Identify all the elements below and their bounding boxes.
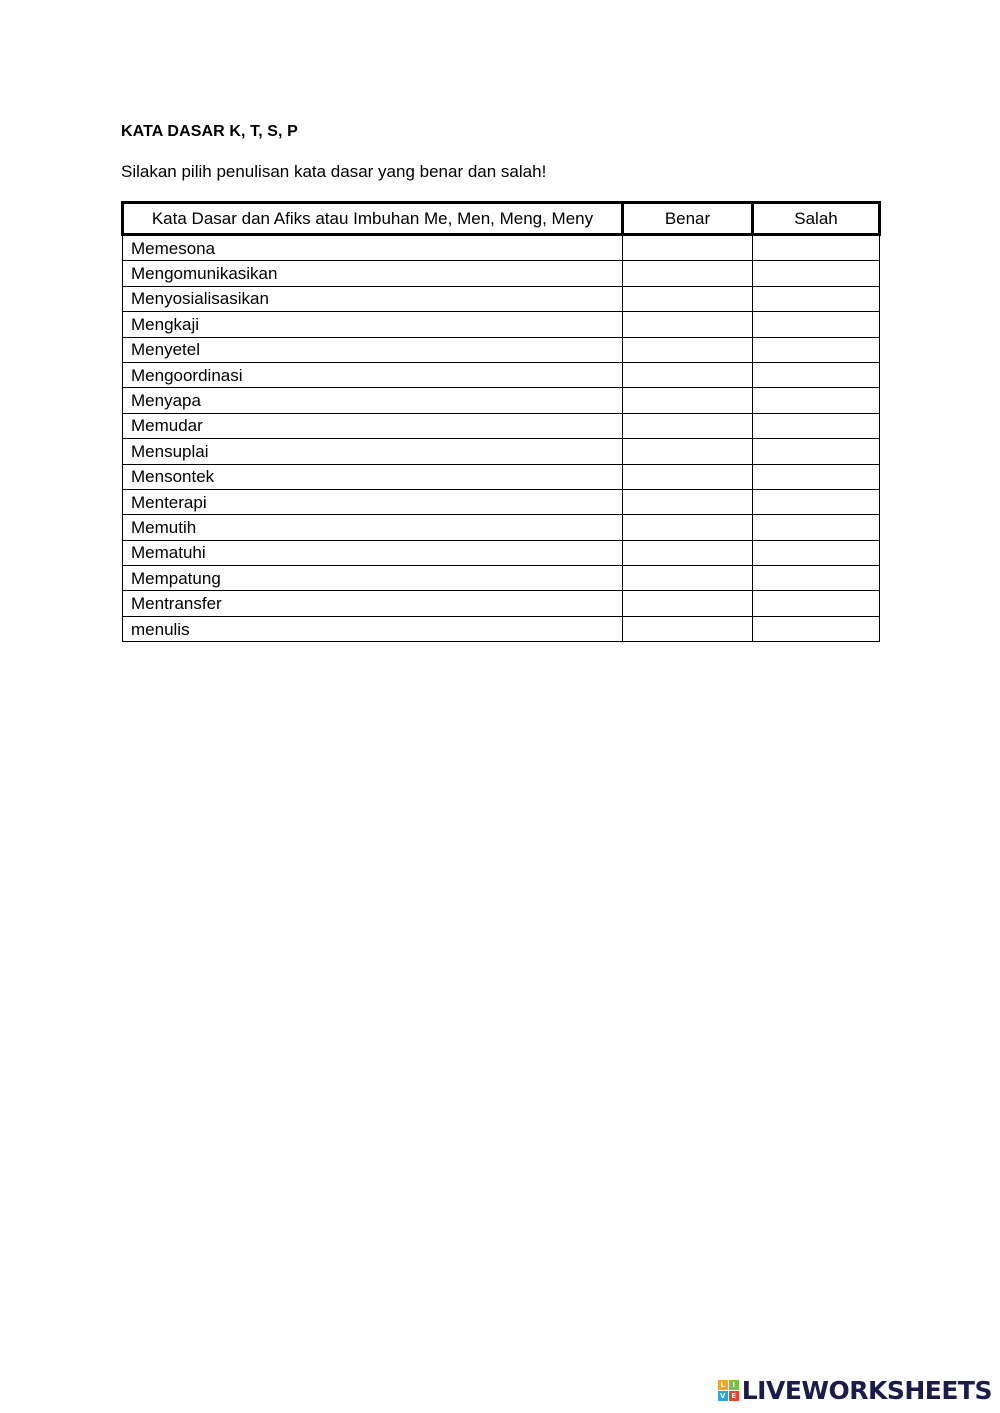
benar-answer-cell[interactable] [623,540,753,565]
table-row [123,312,880,337]
worksheet-instruction: Silakan pilih penulisan kata dasar yang benar dan salah! [121,162,547,181]
table-row [123,616,880,641]
word-cell: Memutih [123,515,623,540]
logo-mark-tile: E [729,1391,739,1401]
column-header-salah: Salah [753,203,880,235]
benar-answer-cell[interactable] [623,413,753,438]
logo-mark-tile: I [729,1380,739,1390]
salah-answer-cell[interactable] [753,337,880,362]
benar-answer-cell[interactable] [623,566,753,591]
word-cell: Mengoordinasi [123,362,623,387]
table-row [123,566,880,591]
benar-answer-cell[interactable] [623,286,753,311]
table-row [123,591,880,616]
word-cell: Menyosialisasikan [123,286,623,311]
column-header-word: Kata Dasar dan Afiks atau Imbuhan Me, Men, Meng, Meny [123,203,623,235]
table-row [123,413,880,438]
benar-answer-cell[interactable] [623,362,753,387]
column-header-benar: Benar [623,203,753,235]
salah-answer-cell[interactable] [753,439,880,464]
table-body [123,235,880,642]
salah-answer-cell[interactable] [753,616,880,641]
word-cell: Mengomunikasikan [123,261,623,286]
salah-answer-cell[interactable] [753,286,880,311]
table-header-row [123,203,880,235]
salah-answer-cell[interactable] [753,312,880,337]
salah-answer-cell[interactable] [753,489,880,514]
word-cell: Menterapi [123,489,623,514]
benar-answer-cell[interactable] [623,439,753,464]
table-row [123,515,880,540]
word-cell: Mensuplai [123,439,623,464]
salah-answer-cell[interactable] [753,235,880,261]
word-cell: Mempatung [123,566,623,591]
table-row [123,439,880,464]
benar-answer-cell[interactable] [623,235,753,261]
liveworksheets-logo [718,1376,992,1405]
answer-table [121,201,881,642]
liveworksheets-logo-mark-icon [718,1380,739,1401]
salah-answer-cell[interactable] [753,413,880,438]
table-row [123,540,880,565]
benar-answer-cell[interactable] [623,261,753,286]
table-row [123,388,880,413]
word-cell: Mematuhi [123,540,623,565]
table-row [123,362,880,387]
word-cell: Menyetel [123,337,623,362]
benar-answer-cell[interactable] [623,464,753,489]
salah-answer-cell[interactable] [753,540,880,565]
word-cell: Memesona [123,235,623,261]
word-cell: Mentransfer [123,591,623,616]
salah-answer-cell[interactable] [753,261,880,286]
table-row [123,337,880,362]
benar-answer-cell[interactable] [623,312,753,337]
word-cell: menulis [123,616,623,641]
worksheet-title: KATA DASAR K, T, S, P [121,123,298,140]
salah-answer-cell[interactable] [753,362,880,387]
logo-mark-tile: L [718,1380,728,1390]
table-row [123,464,880,489]
salah-answer-cell[interactable] [753,591,880,616]
salah-answer-cell[interactable] [753,464,880,489]
salah-answer-cell[interactable] [753,515,880,540]
logo-mark-tile: V [718,1391,728,1401]
liveworksheets-logo-text: LIVEWORKSHEETS [741,1376,992,1405]
table-row [123,489,880,514]
word-cell: Memudar [123,413,623,438]
word-cell: Mensontek [123,464,623,489]
benar-answer-cell[interactable] [623,616,753,641]
word-cell: Mengkaji [123,312,623,337]
benar-answer-cell[interactable] [623,388,753,413]
table-row [123,286,880,311]
salah-answer-cell[interactable] [753,388,880,413]
benar-answer-cell[interactable] [623,515,753,540]
benar-answer-cell[interactable] [623,489,753,514]
salah-answer-cell[interactable] [753,566,880,591]
benar-answer-cell[interactable] [623,337,753,362]
table-row [123,235,880,261]
table-row [123,261,880,286]
word-cell: Menyapa [123,388,623,413]
benar-answer-cell[interactable] [623,591,753,616]
